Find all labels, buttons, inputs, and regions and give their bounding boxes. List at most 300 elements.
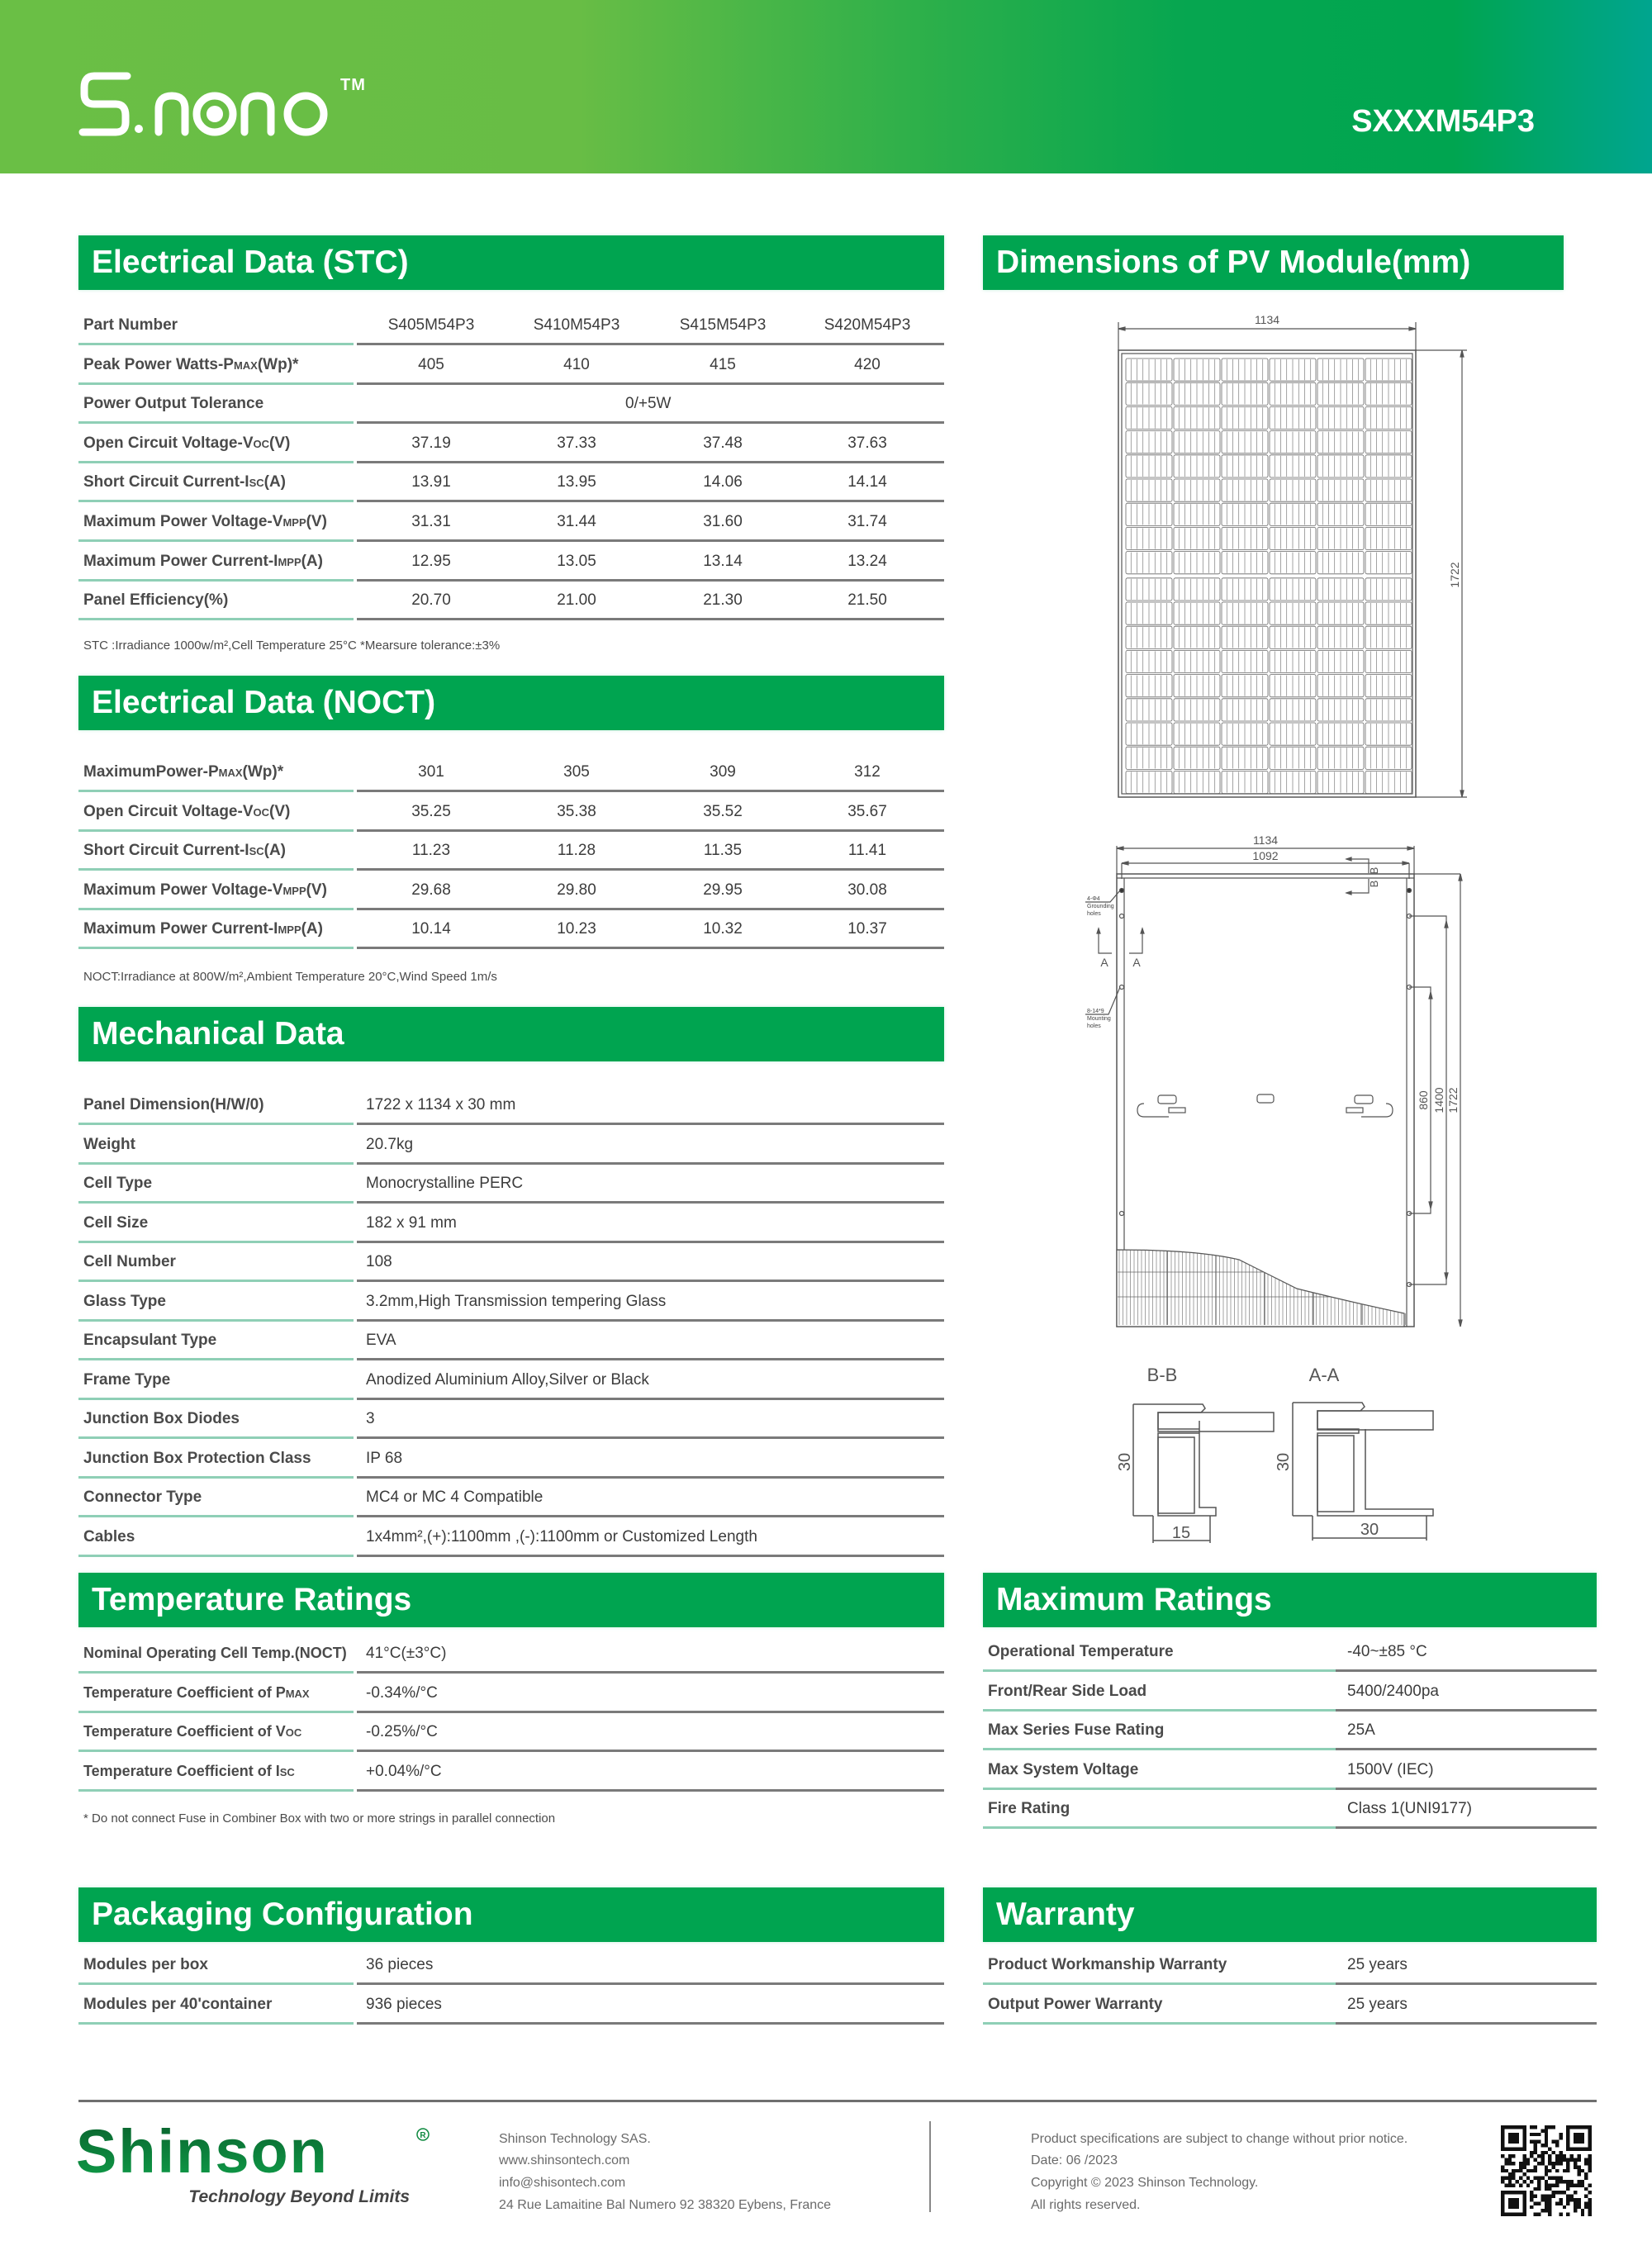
company-address: 24 Rue Lamaitine Bal Numero 92 38320 Eybens, France [499,2198,832,2212]
value-underline [357,1280,944,1282]
row-value: 41°C(±3°C) [366,1645,447,1662]
table-cell: 29.95 [703,881,743,899]
row-value: 25 years [1347,1956,1408,1973]
row-label-text: Temperature Coefficient of V [83,1723,286,1740]
document-date: Date: 06 /2023 [1031,2153,1118,2167]
value-underline [357,1982,944,1985]
row-label-subscript: SC [279,1765,295,1778]
front-width-label: 1134 [1254,313,1280,326]
rear-inner-width-label: 1092 [1252,849,1279,862]
trademark-mark: TM [340,76,366,94]
table-cell: 21.30 [703,591,743,610]
value-underline [357,2022,944,2025]
row-label-text: Cell Number [83,1253,176,1270]
table-cell: 11.35 [703,842,743,860]
row-label-text: Junction Box Diodes [83,1410,240,1427]
label-underline [78,1123,354,1125]
value-underline [357,500,944,502]
label-underline [78,1280,354,1282]
rear-view-drawing [1074,826,1487,1338]
value-underline [357,868,944,871]
table-cell: 37.33 [557,434,596,452]
row-label-text: Temperature Coefficient of P [83,1683,286,1701]
table-cell: 415 [710,355,736,373]
qr-code-icon[interactable] [1501,2125,1592,2216]
row-label-text: Glass Type [83,1292,166,1310]
section-aa-height: 30 [1275,1452,1293,1472]
row-label-text: Peak Power Watts-P [83,355,234,373]
row-label [83,1410,240,1428]
row-label [83,513,327,531]
label-underline [78,947,354,949]
label-underline [78,1476,354,1479]
row-value: 936 pieces [366,1995,442,2013]
table-cell: 10.32 [703,920,743,938]
grounding-holes-label-2: holes [1087,911,1101,917]
mounting-holes-label-2: holes [1087,1023,1101,1029]
row-label-text: Panel Dimension(H/W/0) [83,1096,264,1113]
row-label-suffix: (A) [263,473,287,491]
label-underline [78,1436,354,1439]
row-label-text: Front/Rear Side Load [988,1682,1147,1700]
row-label-subscript: SC [249,477,264,490]
row-label-subscript: SC [249,845,264,858]
value-underline [357,1555,944,1557]
label-underline [78,1241,354,1243]
row-label [83,1136,135,1154]
company-website-link[interactable]: www.shinsontech.com [499,2153,630,2167]
value-underline [357,1241,944,1243]
section-header-mechanical [78,1007,944,1061]
row-label-suffix: (A) [301,920,323,938]
row-label [83,1214,148,1232]
row-value: 182 x 91 mm [366,1213,457,1232]
row-label [83,1956,208,1974]
row-label [83,1684,310,1702]
value-underline [357,1358,944,1360]
label-underline [78,1750,354,1752]
row-label [83,1371,170,1389]
label-underline [78,618,354,620]
row-label [83,1723,301,1740]
part-number-header: S410M54P3 [533,316,620,334]
section-title: Temperature Ratings [92,1582,412,1617]
table-cell: 30.08 [847,881,887,899]
row-label-text: Maximum Power Voltage-V [83,881,283,899]
row-label-suffix: (Wp)* [242,763,284,781]
table-cell: 301 [418,763,444,781]
table-cell: 31.74 [847,513,887,530]
row-label-text: Fire Rating [988,1800,1070,1818]
row-label-suffix: (A) [263,842,287,860]
row-label-text: Open Circuit Voltage-V [83,434,254,452]
mounting-holes-spec: 8-14*9 [1087,1009,1104,1014]
front-height-label: 1722 [1448,562,1461,588]
row-value: 1x4mm²,(+):1100mm ,(-):1100mm or Customized Length [366,1527,757,1545]
section-a-marker-right: A [1132,956,1141,969]
row-value: Anodized Aluminium Alloy,Silver or Black [366,1370,649,1389]
stc-note: STC :Irradiance 1000w/m²,Cell Temperature 25°C *Mearsure tolerance:±3% [83,639,501,653]
table-cell: 31.31 [411,513,451,530]
row-label [83,842,286,860]
row-label [988,1643,1174,1661]
label-underline [78,829,354,832]
row-label-text: Max System Voltage [988,1760,1139,1778]
label-underline [983,1826,1338,1829]
row-label [83,1528,135,1546]
value-underline [357,908,944,910]
label-underline [78,1201,354,1204]
row-label-suffix: (V) [269,802,291,820]
part-number-header: S420M54P3 [824,316,911,334]
row-value: 1500V (IEC) [1347,1760,1434,1778]
label-underline [78,1789,354,1792]
row-label [83,1175,152,1193]
label-underline [78,790,354,792]
value-underline [1336,1788,1597,1790]
rear-height-1400: 1400 [1432,1087,1446,1113]
section-aa-width: 30 [1360,1521,1379,1539]
section-title: Warranty [996,1897,1135,1932]
row-label [83,591,228,610]
table-cell: 14.14 [847,473,887,491]
table-cell: 13.91 [411,473,451,491]
value-underline [357,1750,944,1752]
section-header-maximum [983,1573,1597,1627]
row-label [83,1763,295,1780]
section-bb-width: 15 [1171,1524,1191,1542]
row-label-subscript: OC [285,1726,302,1740]
label-underline [78,1319,354,1322]
label-underline [78,1398,354,1400]
row-label-suffix: (Wp)* [257,355,299,373]
label-underline [983,1669,1338,1672]
row-label-subscript: MPP [278,923,301,937]
grounding-holes-spec: 4-Φ4 [1087,896,1100,902]
value-underline [1336,1669,1597,1672]
row-label-text: Modules per 40'container [83,1995,273,2013]
row-label-subscript: MAX [218,767,243,779]
table-cell: 37.48 [703,434,743,452]
label-underline [78,500,354,502]
section-b-marker-top: B [1368,866,1380,875]
value-underline [357,1162,944,1165]
row-label-text: Max Series Fuse Rating [988,1721,1165,1740]
value-underline [1336,1748,1597,1750]
table-cell: 10.23 [557,920,596,938]
row-label-text: Short Circuit Current-I [83,842,249,860]
row-label-text: Modules per box [83,1956,208,1973]
label-underline [983,1788,1338,1790]
value-underline [357,1476,944,1479]
label-underline [78,1358,354,1360]
row-label [83,920,323,938]
row-label-subscript: MPP [282,516,306,529]
row-label [988,1721,1164,1740]
footer-divider-line [78,2100,1597,2102]
row-label-text: Cables [83,1527,135,1545]
row-value: -0.34%/°C [366,1683,438,1702]
row-label-text: Operational Temperature [988,1643,1174,1660]
row-label-text: Weight [83,1135,135,1153]
row-label [988,1683,1146,1701]
row-label-text: Product Workmanship Warranty [988,1956,1227,1973]
row-label [988,1996,1162,2014]
row-label [83,553,323,571]
row-label [83,763,283,781]
table-cell: 305 [563,763,590,781]
front-view-drawing [1099,306,1479,810]
table-cell: 14.06 [703,473,743,491]
value-underline [357,1789,944,1792]
label-underline [983,2022,1338,2025]
row-label [83,1488,202,1507]
row-value: EVA [366,1332,396,1349]
label-underline [78,461,354,463]
label-underline [78,2022,354,2025]
row-label [83,1645,347,1662]
rear-width-label: 1134 [1252,833,1279,847]
row-value: +0.04%/°C [366,1762,442,1780]
row-label [988,1761,1138,1779]
rights-reserved: All rights reserved. [1031,2198,1141,2212]
snano-logo [79,64,344,147]
value-underline [1336,1826,1597,1829]
label-underline [983,1709,1338,1712]
row-value: 3 [366,1410,375,1427]
value-underline [357,618,944,620]
section-title: Mechanical Data [92,1016,344,1052]
row-label [83,473,286,491]
table-cell: 312 [854,763,881,781]
label-underline [78,382,354,385]
section-header-warranty [983,1887,1597,1942]
temperature-note: * Do not connect Fuse in Combiner Box with two or more strings in parallel connection [83,1811,556,1826]
label-underline [78,343,354,345]
section-title: Electrical Data (STC) [92,245,409,280]
spanned-value: 0/+5W [625,395,672,413]
row-label [83,1450,311,1468]
shinson-wordmark: Shinson [76,2117,329,2186]
table-cell: 410 [563,355,590,373]
label-underline [78,1162,354,1165]
table-cell: 13.24 [847,552,887,570]
row-label [83,1096,264,1114]
label-underline [983,1982,1338,1985]
table-cell: 37.63 [847,434,887,452]
value-underline [1336,2022,1597,2025]
value-underline [357,790,944,792]
row-label-subscript: OC [253,437,270,450]
page-header [0,0,1652,173]
row-label-suffix: (V) [269,434,291,452]
table-cell: 37.19 [411,434,451,452]
table-cell: 309 [710,763,736,781]
row-label-subscript: MAX [285,1687,310,1700]
row-value: -0.25%/°C [366,1723,438,1741]
value-underline [357,1671,944,1674]
row-label-text: Short Circuit Current-I [83,473,249,491]
row-label [83,1332,216,1350]
table-cell: 13.95 [557,473,596,491]
value-underline [357,1319,944,1322]
value-underline [357,1711,944,1713]
row-label-text: Junction Box Protection Class [83,1449,311,1467]
model-number: SXXXM54P3 [1351,104,1535,139]
row-label-suffix: (A) [301,552,323,570]
row-label [83,1293,166,1311]
value-underline [357,1398,944,1400]
row-value: IP 68 [366,1449,403,1467]
section-a-marker-left: A [1100,956,1108,969]
table-cell: 35.52 [703,802,743,820]
section-aa-title: A-A [1308,1365,1340,1385]
table-cell: 20.70 [411,591,451,610]
section-title: Maximum Ratings [996,1582,1272,1617]
table-cell: 29.80 [557,881,596,899]
value-underline [357,1436,944,1439]
label-underline [78,868,354,871]
table-cell: 420 [854,355,881,373]
legal-notice: Product specifications are subject to change without prior notice. [1031,2132,1408,2146]
row-label-text: Power Output Tolerance [83,395,264,413]
row-label [83,1996,272,2014]
section-title: Electrical Data (NOCT) [92,685,436,720]
row-label-text: Maximum Power Current-I [83,552,278,570]
row-label-text: Cell Size [83,1213,149,1232]
label-underline [78,1982,354,1985]
row-label-text: Maximum Power Current-I [83,920,278,938]
row-label-text: Open Circuit Voltage-V [83,802,254,820]
row-label [83,1253,176,1271]
section-header-packaging [78,1887,944,1942]
section-bb-title: B-B [1146,1365,1178,1385]
table-cell: 35.25 [411,802,451,820]
rear-height-860: 860 [1417,1090,1430,1110]
row-value: 108 [366,1253,392,1270]
row-label [83,434,290,453]
row-label-text: Panel Efficiency(%) [83,591,229,610]
section-b-marker-bottom: B [1368,880,1380,888]
noct-note: NOCT:Irradiance at 800W/m²,Ambient Temperature 20°C,Wind Speed 1m/s [83,970,497,984]
table-cell: 12.95 [411,552,451,570]
table-cell: 35.38 [557,802,596,820]
row-label-text: MaximumPower-P [83,763,219,781]
row-label-subscript: OC [253,805,270,819]
value-underline [357,1123,944,1125]
value-underline [357,343,944,345]
row-label-text: Connector Type [83,1488,202,1506]
row-label-text: Nominal Operating Cell Temp.(NOCT) [83,1645,347,1661]
row-label-subscript: MPP [278,555,301,568]
registered-mark: R [420,2131,426,2140]
mounting-holes-label: Mounting [1087,1016,1111,1022]
grounding-holes-label: Grounding [1087,904,1114,909]
table-cell: 21.50 [847,591,887,610]
company-name: Shinson Technology SAS. [499,2132,651,2146]
company-email-link[interactable]: info@shisontech.com [499,2176,626,2190]
row-label-text: Temperature Coefficient of I [83,1762,280,1779]
value-underline [357,829,944,832]
row-label-text: Encapsulant Type [83,1332,217,1349]
label-underline [78,1671,354,1674]
table-cell: 11.23 [411,842,451,860]
value-underline [1336,1982,1597,1985]
section-header-stc [78,235,944,290]
label-underline [983,1748,1338,1750]
row-label-text: Maximum Power Voltage-V [83,513,283,530]
row-label [83,803,290,821]
row-label [83,356,298,374]
table-cell: 31.44 [557,513,596,530]
row-value: 25 years [1347,1995,1408,2013]
footer-vertical-divider [929,2121,931,2212]
copyright: Copyright © 2023 Shinson Technology. [1031,2176,1259,2190]
value-underline [357,947,944,949]
table-cell: 31.60 [703,513,743,530]
value-underline [357,421,944,424]
value-underline [357,539,944,542]
row-label-subscript: MPP [282,884,306,897]
value-underline [357,1201,944,1204]
row-value: 5400/2400pa [1347,1682,1439,1700]
table-cell: 13.14 [703,552,743,570]
section-title: Dimensions of PV Module(mm) [996,245,1471,280]
label-underline [78,579,354,582]
label-underline [78,1555,354,1557]
shinson-tagline: Technology Beyond Limits [188,2187,410,2206]
value-underline [357,461,944,463]
value-underline [1336,1709,1597,1712]
table-cell: 29.68 [411,881,451,899]
row-value: Class 1(UNI9177) [1347,1800,1472,1818]
row-label [83,881,327,900]
row-value: -40~±85 °C [1347,1643,1427,1660]
table-cell: 35.67 [847,802,887,820]
table-cell: 10.37 [847,920,887,938]
row-label [988,1800,1070,1818]
table-cell: 13.05 [557,552,596,570]
label-underline [78,1711,354,1713]
rear-height-1722: 1722 [1446,1087,1460,1113]
section-title: Packaging Configuration [92,1897,473,1932]
label-underline [78,421,354,424]
section-header-temperature [78,1573,944,1627]
label-underline [78,908,354,910]
row-label-text: Cell Type [83,1175,153,1192]
column-header-label: Part Number [83,316,178,334]
table-cell: 21.00 [557,591,596,610]
table-cell: 405 [418,355,444,373]
row-value: MC4 or MC 4 Compatible [366,1488,544,1506]
row-value: Monocrystalline PERC [366,1175,524,1192]
row-label [988,1956,1227,1974]
row-label-text: Output Power Warranty [988,1995,1163,2013]
row-value: 25A [1347,1721,1375,1740]
section-header-noct [78,676,944,730]
part-number-header: S405M54P3 [387,316,475,334]
row-value: 1722 x 1134 x 30 mm [366,1096,516,1113]
shinson-logo [74,2117,438,2214]
table-cell: 10.14 [411,920,451,938]
row-value: 36 pieces [366,1956,434,1973]
row-label-suffix: (V) [306,513,327,530]
value-underline [357,1515,944,1517]
row-label [83,395,263,413]
row-value: 20.7kg [366,1135,414,1153]
table-cell: 11.41 [847,842,887,860]
table-cell: 11.28 [557,842,596,860]
